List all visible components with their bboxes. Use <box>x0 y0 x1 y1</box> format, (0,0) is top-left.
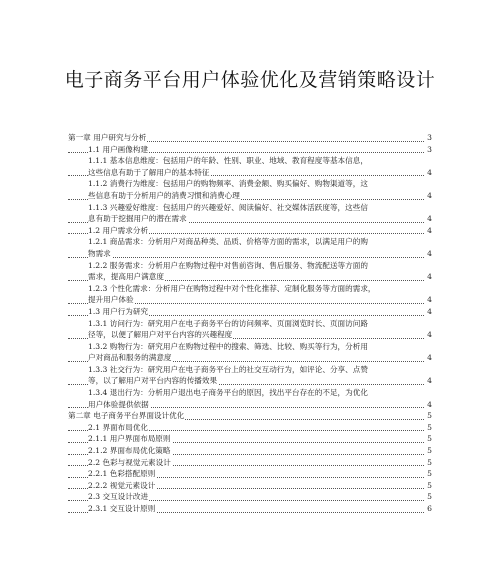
toc-entry-text: 些信息有助于分析用户的消费习惯和消费心理 <box>88 190 240 200</box>
toc-entry[interactable] <box>68 364 432 376</box>
toc-entry-text: 1.3.2 购物行为：研究用户在购物过程中的搜索、筛选、比较、购买等行为，分析用 <box>88 341 368 351</box>
document-title: 电子商务平台用户体验优化及营销策略设计 <box>64 69 436 91</box>
toc-entry-text: 1.2 用户需求分析 <box>88 225 149 235</box>
toc-page-number: 4 <box>427 330 432 340</box>
toc-entry-continuation[interactable] <box>68 271 432 283</box>
toc-entry[interactable] <box>68 468 432 480</box>
toc-entry-continuation[interactable] <box>68 375 432 387</box>
toc-entry[interactable] <box>68 387 432 399</box>
toc-page-number: 5 <box>427 469 432 479</box>
toc-page-number: 3 <box>427 133 432 142</box>
toc-entry-text: 第一章 用户研究与分析 <box>68 133 147 142</box>
toc-entry[interactable] <box>68 341 432 353</box>
toc-entry[interactable] <box>68 318 432 330</box>
toc-entry[interactable] <box>68 178 432 190</box>
toc-page-number: 5 <box>427 446 432 456</box>
toc-entry[interactable] <box>68 225 432 237</box>
toc-entry-continuation[interactable] <box>68 213 432 225</box>
toc-entry-continuation[interactable] <box>68 167 432 179</box>
toc-entry[interactable] <box>68 503 432 515</box>
toc-entry[interactable] <box>68 410 432 422</box>
toc-entry-text: 提升用户体验 <box>88 295 134 305</box>
toc-page-number: 5 <box>427 411 432 421</box>
table-of-contents <box>68 132 432 515</box>
toc-entry-text: 径等，以便了解用户对平台内容的兴趣程度 <box>88 330 233 340</box>
toc-entry[interactable] <box>68 433 432 445</box>
toc-entry-text: 2.1 界面布局优化 <box>88 422 149 432</box>
toc-entry[interactable] <box>68 132 432 144</box>
toc-entry-text: 第二章 电子商务平台界面设计优化 <box>68 411 185 421</box>
toc-entry-text: 1.1.1 基本信息维度：包括用户的年龄、性别、职业、地域、教育程度等基本信息， <box>88 156 368 166</box>
toc-entry-text: 2.3.1 交互设计原则 <box>88 504 156 513</box>
toc-entry[interactable] <box>68 283 432 295</box>
toc-page-number: 4 <box>427 306 432 316</box>
toc-entry-text: 2.2 色彩与视觉元素设计 <box>88 457 171 467</box>
toc-entry-text: 物需求 <box>88 248 111 258</box>
toc-entry-text: 2.1.2 界面布局优化策略 <box>88 446 171 456</box>
toc-entry[interactable] <box>68 202 432 214</box>
toc-entry[interactable] <box>68 155 432 167</box>
toc-entry[interactable] <box>68 422 432 434</box>
toc-page-number: 5 <box>427 480 432 490</box>
toc-entry[interactable] <box>68 457 432 469</box>
toc-entry-continuation[interactable] <box>68 294 432 306</box>
toc-entry[interactable] <box>68 260 432 272</box>
toc-entry-continuation[interactable] <box>68 352 432 364</box>
toc-entry-text: 1.3 用户行为研究 <box>88 306 149 316</box>
toc-page-number: 4 <box>427 248 432 258</box>
toc-entry-text: 1.2.2 服务需求：分析用户在购物过程中对售前咨询、售后服务、物流配送等方面的 <box>88 260 368 270</box>
toc-page-number: 6 <box>427 504 432 513</box>
toc-page-number: 5 <box>427 422 432 432</box>
toc-entry-text: 1.1.2 消费行为维度：包括用户的购物频率、消费金额、购买偏好、购物渠道等，这 <box>88 179 368 189</box>
toc-entry-text: 1.3.4 退出行为：分析用户退出电子商务平台的原因，找出平台存在的不足，为优化 <box>88 388 368 398</box>
toc-page-number: 4 <box>427 399 432 409</box>
toc-page-number: 4 <box>427 190 432 200</box>
toc-entry[interactable] <box>68 445 432 457</box>
toc-entry-text: 2.2.2 视觉元素设计 <box>88 480 156 490</box>
toc-entry[interactable] <box>68 491 432 503</box>
toc-entry[interactable] <box>68 144 432 156</box>
toc-entry[interactable] <box>68 306 432 318</box>
toc-entry-text: 用户体验提供依据 <box>88 399 149 409</box>
toc-page-number: 3 <box>427 144 432 154</box>
toc-entry-text: 等，以了解用户对平台内容的传播效果 <box>88 376 218 386</box>
toc-page-number: 5 <box>427 457 432 467</box>
toc-entry-text: 1.2.3 个性化需求：分析用户在购物过程中对个性化推荐、定制化服务等方面的需求， <box>88 283 376 293</box>
toc-entry[interactable] <box>68 480 432 492</box>
toc-entry-text: 这些信息有助于了解用户的基本特征 <box>88 167 210 177</box>
toc-entry-continuation[interactable] <box>68 248 432 260</box>
toc-page-number: 4 <box>427 214 432 224</box>
toc-entry-text: 1.3.3 社交行为：研究用户在电子商务平台上的社交互动行为，如评论、分享、点赞 <box>88 364 368 374</box>
toc-page-number: 4 <box>427 376 432 386</box>
toc-entry-text: 1.2.1 商品需求：分析用户对商品种类、品质、价格等方面的需求，以满足用户的购 <box>88 237 368 247</box>
toc-entry-text: 1.1.3 兴趣爱好维度：包括用户的兴趣爱好、阅读偏好、社交媒体活跃度等，这些信 <box>88 202 368 212</box>
toc-page-number: 5 <box>427 434 432 444</box>
toc-page-number: 4 <box>427 167 432 177</box>
toc-page-number: 4 <box>427 272 432 282</box>
toc-entry-text: 息有助于挖掘用户的潜在需求 <box>88 214 187 224</box>
toc-page-number: 4 <box>427 353 432 363</box>
toc-entry-text: 2.2.1 色彩搭配原则 <box>88 469 156 479</box>
toc-entry-text: 2.1.1 用户界面布局原则 <box>88 434 171 444</box>
toc-entry-continuation[interactable] <box>68 329 432 341</box>
toc-page-number: 4 <box>427 225 432 235</box>
toc-entry[interactable] <box>68 236 432 248</box>
toc-entry-text: 2.3 交互设计改进 <box>88 492 149 502</box>
toc-entry-text: 需求，提高用户满意度 <box>88 272 164 282</box>
toc-entry-continuation[interactable] <box>68 399 432 411</box>
toc-page-number: 5 <box>427 492 432 502</box>
toc-entry-continuation[interactable] <box>68 190 432 202</box>
toc-entry-text: 1.1 用户画像构建 <box>88 144 149 154</box>
toc-entry-text: 1.3.1 访问行为：研究用户在电子商务平台的访问频率、页面浏览时长、页面访问路 <box>88 318 368 328</box>
toc-dot-leader <box>68 257 424 258</box>
toc-entry-text: 户对商品和服务的满意度 <box>88 353 172 363</box>
toc-page-number: 4 <box>427 295 432 305</box>
